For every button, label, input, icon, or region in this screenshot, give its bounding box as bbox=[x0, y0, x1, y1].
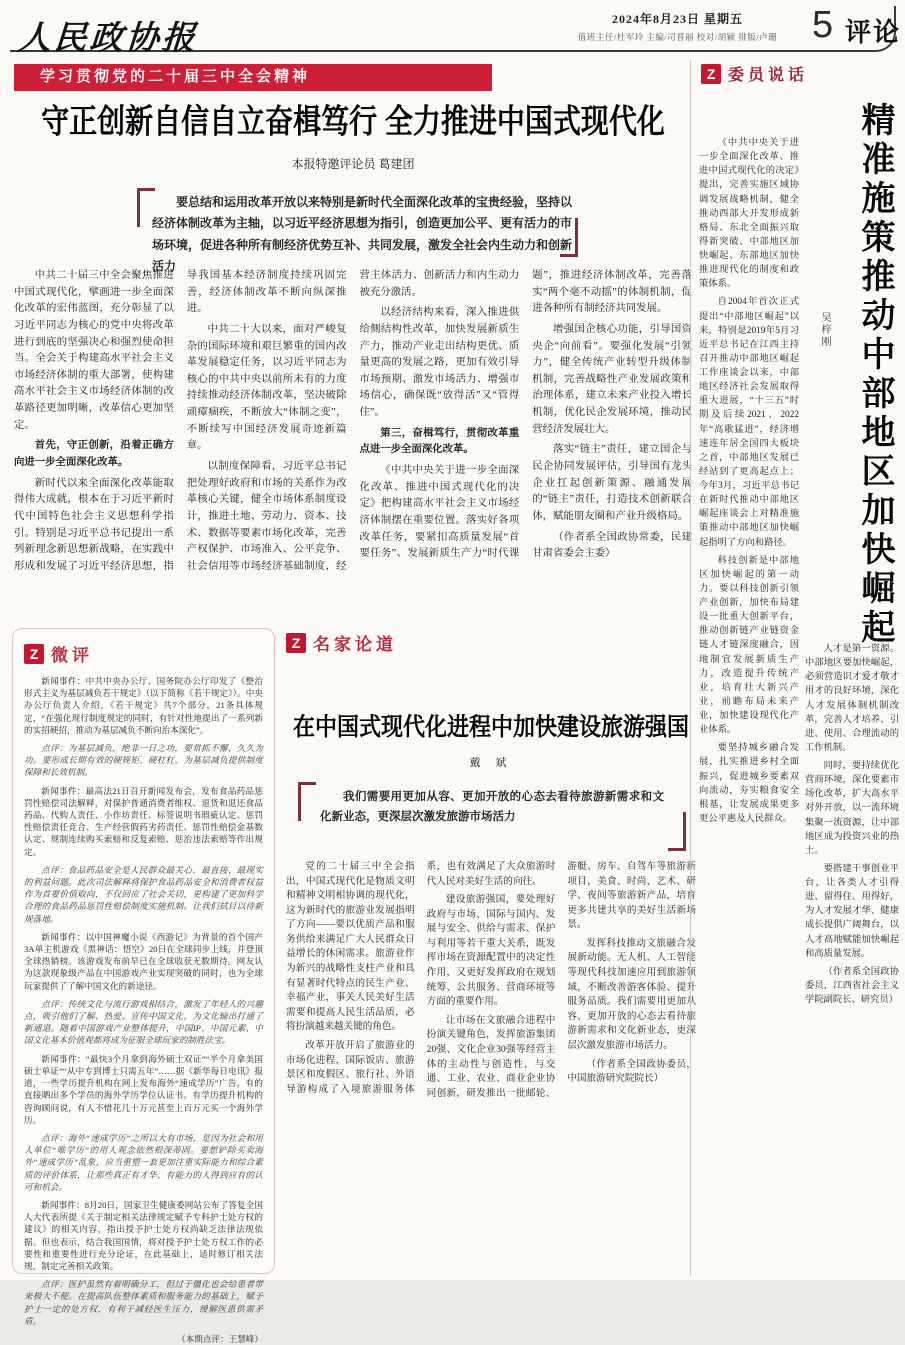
masthead: 人民政协报 bbox=[16, 21, 200, 57]
section-title: 评论 bbox=[845, 18, 902, 47]
paragraph: 中共二十届三中全会聚焦推进中国式现代化，擘画进一步全面深化改革的宏伟蓝图，充分彰显了以习近平同志为核心的党中央将改革进行到底的坚强决心和强烈使命担当。全会关于构建高水平社会主义市场经济体制的重大部署，使构建高水平社会主义市场经济体制的改革路径更加明晰，改革信心更加坚定。 bbox=[14, 270, 174, 431]
paragraph: 以制度保障看，习近平总书记把处理好政府和市场的关系作为改革核心关键，健全市场体系制度设计，推进土地、劳动力、资本、技术、数据等要素市场化改革，完善产权保护、市场准入、公平竞争、社会信用等市场经济基础制度，经营主体活力、创新活力和内生动力被充分激活。 bbox=[186, 270, 520, 572]
campaign-banner: 学习贯彻党的二十届三中全会精神 bbox=[14, 64, 492, 91]
paragraph: 改革开放开启了旅游业的市场化进程，国际饭店、旅游景区和度假区、旅行社、外语导游构成了入境旅游服务体系，也有效满足了大众旅游时代人民对美好生活的向往。 bbox=[286, 861, 556, 1095]
weiping-title: 微评 bbox=[51, 646, 93, 665]
paragraph: 党的二十届三中全会指出，中国式现代化是物质文明和精神文明相协调的现代化，这为新时代的旅游业发展指明了方向——要以优质产品和服务供给来满足广大人民群众日益增长的休闲需求。旅游业作为新兴的战略性支柱产业和具有显著时代特点的民生产业、幸福产业，事关人民美好生活需要和提高人民生活品质，必将扮演越来越关键的角色。 bbox=[286, 861, 415, 1033]
mingjia-pullquote: 我们需要用更加从容、更加开放的心态去看待旅游新需求和文化新业态，更深层次激发旅游市场活力 bbox=[320, 791, 664, 823]
mingjia-title: 名家论道 bbox=[313, 635, 397, 654]
main-byline: 本报特邀评论员 葛建团 bbox=[291, 157, 415, 171]
weiyuan-header bbox=[701, 62, 808, 85]
header-meta bbox=[545, 10, 810, 43]
paragraph: 新闻事件：“最快3个月拿到海外硕士双证”“半个月拿美国硕士单证”“从中专到博士只需五年”……据《新华每日电讯》报道，一些学历提升机构在网上发布海外“速成学历”广告，有的直接晒出多个学员的海外学历学位认证书。有学历提升机构的咨询顾问说，有人不惜花几十万元甚至上百万元买一个海外学历。 bbox=[24, 1053, 263, 1125]
paragraph: 新闻事件：中共中央办公厅、国务院办公厅印发了《整治形式主义为基层减负若干规定》（以下简称《若干规定》）。中央办公厅负责人介绍，《若干规定》共7个部分，21条具体规定，“在强化现行制度规定的同时，有针对性地提出了一系列新的实招硬招，推动为基层减负不断向治本深化”。 bbox=[24, 676, 263, 735]
paragraph: 首先，守正创新，沿着正确方向进一步全面深化改革。 bbox=[14, 440, 174, 469]
mingjia-headline: 在中国式现代化进程中加快建设旅游强国 bbox=[292, 712, 689, 741]
paragraph: 人才是第一资源。中部地区要加快崛起，必须营造识才爱才敬才用才的良好环境，深化人才发展体制机制改革，完善人才培养、引进、使用、合理流动的工作机制。 bbox=[805, 644, 899, 753]
paragraph: 点评：传统文化与流行游戏相结合，激发了年轻人的兴趣点，吸引他们了解、热爱、宣传中国文化，为文化输出打通了新通道。随着中国游戏产业整体提升，中国IP、中国元素、中国文化基本价值观都将成为征服全球玩家的制胜法宝。 bbox=[24, 998, 263, 1046]
paragraph: 让市场在文旅融合进程中扮演关键角色，发挥旅游集团20强、文化企业30强等经营主体的主动性与创造性，与交通、工业、农业、商业企业协同创新，研发推出一批邮轮、游艇、房车、自驾车等旅游新项目，美食、时尚、艺术、研学、夜间等旅游新产品，培育更多共建共享的美好生活新场景。 bbox=[426, 861, 696, 1099]
paragraph: 新闻事件：以中国神魔小说《西游记》为背景的首个国产3A单主机游戏《黑神话：悟空》20日在全球同步上线，并登顶全球热销榜。该游戏发布前早已在全球收获无数期待。网友认为这款现象级产品在中国游戏产业实现突破的同时，也为全球玩家提供了了解中国文化的新途径。 bbox=[24, 931, 263, 991]
page-number: 5 bbox=[812, 4, 834, 46]
paragraph: 要搭建干事创业平台，让各类人才引得进、留得住、用得好，为人才发展才华、健康成长提供广阔舞台，以人才高地赋能加快崛起和高质量发展。 bbox=[805, 863, 899, 959]
paragraph: 《中共中央关于进一步全面深化改革、推进中国式现代化的决定》提出，完善实施区域协调发展战略机制，健全推动西部大开发形成新格局、东北全面振兴取得新突破、中部地区加快崛起、东部地区加快推进现代化的制度和政策体系。 bbox=[699, 138, 799, 290]
z-badge-icon: Z bbox=[24, 644, 44, 664]
paragraph: （作者系全国政协常委，民建甘肃省委会主委） bbox=[532, 531, 692, 560]
paragraph: 点评：食品药品安全是人民群众最关心、最直接、最现实的利益问题。此次司法解释将保护食品药品安全和消费者权益作为首要价值取向，不仅回应了社会关切，更构建了更加科学合理的食品药品惩罚性赔偿制度实施机制。让我们拭目以待新规落地。 bbox=[24, 864, 263, 924]
paragraph: 点评：海外“速成学历”之所以大有市场，是因为社会和用人单位“唯学历”的用人观念依然根深蒂固。要想铲除买卖海外“速成学历”乱象，应当重塑一套更加注重实际能力和综合素质的评价体系，让那些真正有才华、有能力的人得到应有的认可和机会。 bbox=[24, 1132, 263, 1192]
mingjia-header bbox=[286, 630, 696, 655]
weiping-header bbox=[24, 641, 263, 666]
staff-line: 值班主任/杜军玲 主编/司晋丽 校对/胡颖 排版/卢珊 bbox=[577, 32, 778, 42]
weiyuan-section bbox=[690, 60, 905, 1276]
main-article-body bbox=[14, 268, 692, 622]
paragraph: 新时代以来全面深化改革能取得伟大成就，根本在于习近平新时代中国特色社会主义思想科学指引。特别是习近平总书记提出一系列新理念新思想新战略，在实践中形成和发展了习近平经济思想，指导我国基本经济制度持续巩固完善，经济体制改革不断向纵深推进。 bbox=[14, 270, 347, 572]
quote-bracket-bottomright-icon bbox=[668, 812, 686, 851]
date-line: 2024年8月23日 星期五 bbox=[611, 12, 743, 26]
mingjia-author: 戴 斌 bbox=[469, 757, 513, 769]
weiyuan-vertical-headline: 精准施策推动中部地区加快崛起 bbox=[856, 102, 893, 648]
paragraph: 新闻事件：最高法21日召开新闻发布会，发布食品药品惩罚性赔偿司法解释，对保护普通消费者维权、退货和退还食品药品、代购人责任、小作坊责任、标签说明书瑕疵认定、惩罚性赔偿责任竞合、生产经营假药劣药责任、惩罚性赔偿金基数认定、规制连续购买索赔和反复索赔、惩治违法索赔等作出规定。 bbox=[24, 785, 263, 857]
paragraph: 发挥科技推动文旅融合发展新动能。无人机、人工智能等现代科技加速应用到旅游领域，不断改善游客体验、提升服务品质。我们需要用更加从容、更加开放的心态去看待旅游新需求和文化新业态，更深层次激发旅游市场活力。 bbox=[567, 937, 696, 1051]
weiyuan-column-2 bbox=[805, 642, 899, 1248]
mingjia-section bbox=[286, 630, 696, 1274]
paragraph: 点评：为基层减负，绝非一日之功，要常抓不懈、久久为功。要形成长期有效的硬规矩、硬杠杠，为基层减负提供制度保障和长效机制。 bbox=[24, 743, 263, 778]
main-abstract: 要总结和运用改革开放以来特别是新时代全面深化改革的宝贵经验，坚持以经济体制改革为主轴，以习近平经济思想为指引，创造更加公平、更有活力的市场环境，促进各种所有制经济优势互补、共同发展，激发全社会内生动力和创新活力 bbox=[152, 195, 573, 274]
paragraph: （作者系全国政协委员，江西省社会主义学院副院长、研究员） bbox=[805, 966, 899, 1005]
main-headline: 守正创新自信自立奋楫笃行 全力推进中国式现代化 bbox=[41, 103, 665, 140]
paragraph: 同时，要持续优化营商环境，深化要素市场化改革，扩大高水平对外开放，以一流环境集聚一流资源，让中部地区成为投资兴业的热土。 bbox=[805, 761, 899, 856]
paragraph: 自2004年首次正式提出“中部地区崛起”以来，特别是2019年5月习近平总书记在江西主持召开推动中部地区崛起工作座谈会以来，中部地区经济社会发展取得重大进展，“十三五”时期及后续2021、2022年“高歌猛进”，经济增速连年居全国四大板块之首，中部地区发展已经站到了更高起点上；今年3月，习近平总书记在新时代推动中部地区崛起座谈会上对精准施策推动中部地区加快崛起指明了方向和路径。 bbox=[699, 297, 799, 548]
paragraph: （本期点评：王慧峰） bbox=[177, 1333, 263, 1344]
weiyuan-author: 吴梓刚 bbox=[819, 312, 830, 348]
mingjia-body bbox=[286, 860, 696, 1268]
paragraph: 点评：医护虽然有着明确分工，但过于僵化也会给患者带来极大不便。在提高队伍整体素质和服务能力的基础上，赋予护士一定的处方权，有利于减轻医生压力，缓解医患供需矛盾。 bbox=[24, 1279, 263, 1326]
quote-bracket-topleft-icon bbox=[298, 782, 316, 821]
paragraph: 《中共中央关于进一步全面深化改革、推进中国式现代化的决定》把构建高水平社会主义市场经济体制摆在重要位置。落实好各项改革任务，要紧扣高质量发展“首要任务”、发展新质生产力“时代课题”，推进经济体制改革，完善落实“两个毫不动摇”的体制机制，促进各种所有制经济共同发展。 bbox=[359, 270, 692, 560]
weiping-body bbox=[24, 675, 263, 1345]
paragraph: （作者系全国政协委员，中国旅游研究院院长） bbox=[567, 1058, 696, 1085]
z-badge-icon: Z bbox=[286, 633, 306, 653]
paragraph: 第三，奋楫笃行，贯彻改革重点进一步全面深化改革。 bbox=[359, 427, 520, 456]
z-badge-icon: Z bbox=[701, 64, 721, 84]
paragraph: 中共二十大以来，面对严峻复杂的国际环境和艰巨繁重的国内改革发展稳定任务，以习近平同志为核心的中共中央以前所未有的力度持续推动经济体制改革，坚决破除顽瘴痼疾，不断放大“体制之变”，不断续写中国经济发展奇迹新篇章。 bbox=[186, 323, 347, 452]
paragraph: 要坚持城乡融合发展，扎实推进乡村全面振兴，促进城乡要素双向流动，夯实粮食安全根基，让发展成果更多更公平惠及人民群众。 bbox=[699, 743, 799, 824]
paragraph: 以经济结构来看，深入推进供给侧结构性改革，加快发展新质生产力，推动产业走出结构更优、质量更高的发展之路，更加有效引导市场预期、激发市场活力、增强市场信心，确保既“放得活”又“管得住”。 bbox=[359, 307, 520, 419]
weiping-box bbox=[12, 628, 275, 1344]
weiyuan-column-1 bbox=[699, 136, 799, 1228]
paragraph: 新闻事件：8月20日，国家卫生健康委网站公布了答复全国人大代表所提《关于制定相关法律规定赋予专科护士处方权的建议》的相关内容，指出授予护士处方权尚缺乏法律法规依据。但也表示，结合我国国情，将对授予护士处方权工作的必要性和重要性进行充分论证，在此基础上，适时修订相关法规，制定完善相关政策。 bbox=[24, 1199, 263, 1271]
weiyuan-title: 委员说话 bbox=[728, 67, 809, 84]
paragraph: 落实“链主”责任，建立国企与民企协同发展评估，引导国有龙头企业扛起创新策源、融通发展的“链主”责任，打造技术创新联合体，赋能朋友圈和产业升级格局。 bbox=[532, 444, 692, 522]
paragraph: 科技创新是中部地区加快崛起的第一动力。要以科技创新引领产业创新，加快布局建设一批重大创新平台，推动创新链产业链资金链人才链深度融合，因地制宜发展新质生产力，改造提升传统产业，培育壮大新兴产业，前瞻布局未来产业，加快建设现代化产业体系。 bbox=[699, 555, 799, 736]
paragraph: 建设旅游强国，要处理好政府与市场、国际与国内、发展与安全、供给与需求、保护与利用等若干重大关系，既发挥市场在资源配置中的决定性作用，又更好发挥政府在规划统筹、公共服务、营商环境等方面的重要作用。 bbox=[426, 894, 556, 1008]
paragraph: 增强国企核心功能，引导国资央企“向前看”。要强化发展“引领力”，健全传统产业转型升级体制机制，完善战略性产业发展政策和治理体系，建立未来产业投入增长机制，优化民企发展环境，推动民营经济发展壮大。 bbox=[532, 323, 692, 435]
